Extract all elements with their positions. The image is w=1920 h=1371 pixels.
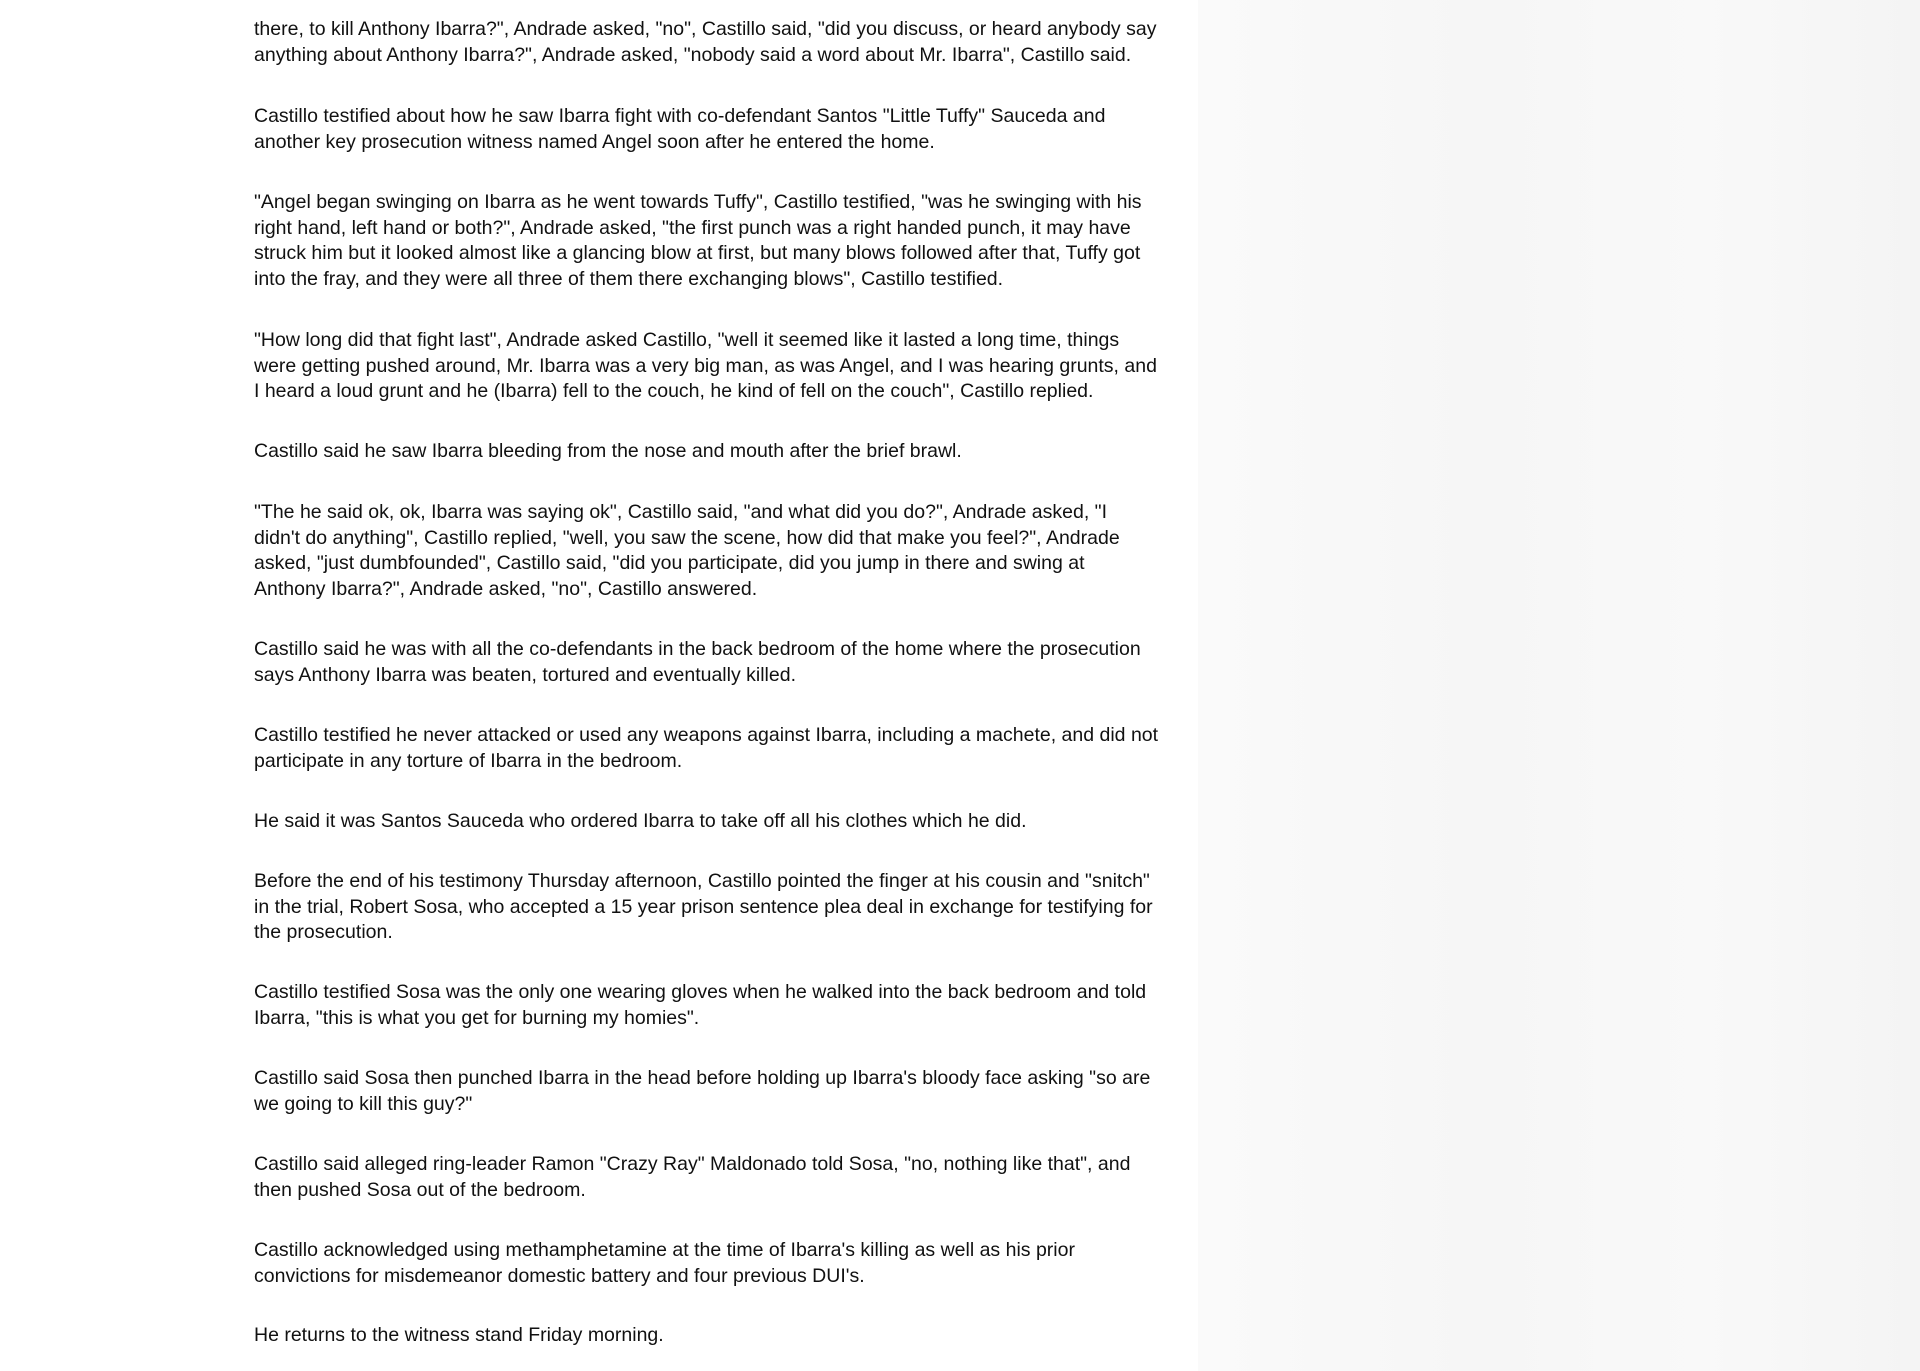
text-line: He said it was Santos Sauceda who ordered Ibarra to take off all his clothes which he did. — [254, 810, 1027, 832]
text-line: Ibarra, "this is what you get for burning my homies". — [254, 1006, 700, 1029]
paragraph-12 — [254, 1066, 1204, 1117]
text-line: asked, "just dumbfounded", Castillo said, "did you participate, did you jump in there and swing at — [254, 552, 1085, 574]
text-line: struck him but it looked almost like a glancing blow at first, but many blows followed after that, Tuffy got — [254, 242, 1141, 264]
text-line: didn't do anything", Castillo replied, "well, you saw the scene, how did that make you feel?", Andrade — [254, 526, 1120, 549]
text-line: Before the end of his testimony Thursday afternoon, Castillo pointed the finger at his cousin and "snitch" — [254, 870, 1150, 892]
text-line: "Angel began swinging on Ibarra as he went towards Tuffy", Castillo testified, "was he swinging with his — [254, 191, 1142, 213]
paragraph-9 — [254, 809, 1204, 835]
text-line: participate in any torture of Ibarra in the bedroom. — [254, 749, 683, 772]
text-line: there, to kill Anthony Ibarra?", Andrade asked, "no", Castillo said, "did you discuss, or heard anybody say — [254, 18, 1157, 40]
text-line: convictions for misdemeanor domestic battery and four previous DUI's. — [254, 1264, 865, 1287]
text-line: then pushed Sosa out of the bedroom. — [254, 1178, 586, 1201]
text-line: the prosecution. — [254, 921, 393, 943]
paragraph-7 — [254, 637, 1204, 688]
text-line: I heard a loud grunt and he (Ibarra) fell to the couch, he kind of fell on the couch", Castillo replied. — [254, 380, 1094, 402]
text-line: "The he said ok, ok, Ibarra was saying ok", Castillo said, "and what did you do?", Andrade asked, "I — [254, 501, 1108, 523]
text-line: Castillo said Sosa then punched Ibarra in the head before holding up Ibarra's bloody face asking "so are — [254, 1067, 1151, 1089]
paragraph-1 — [254, 17, 1204, 68]
text-line: Castillo said he was with all the co-defendants in the back bedroom of the home where the prosecution — [254, 638, 1141, 660]
text-line: Anthony Ibarra?", Andrade asked, "no", Castillo answered. — [254, 577, 758, 600]
text-line: were getting pushed around, Mr. Ibarra was a very big man, as was Angel, and I was hearing grunts, and — [254, 354, 1157, 377]
text-line: says Anthony Ibarra was beaten, tortured and eventually killed. — [254, 663, 796, 686]
text-line: in the trial, Robert Sosa, who accepted a 15 year prison sentence plea deal in exchange for testifying for — [254, 895, 1153, 918]
paragraph-13 — [254, 1152, 1204, 1203]
text-line: into the fray, and they were all three of them there exchanging blows", Castillo testified. — [254, 267, 1004, 290]
paragraph-4 — [254, 328, 1204, 405]
text-line: another key prosecution witness named Angel soon after he entered the home. — [254, 130, 935, 153]
text-line: Castillo testified he never attacked or used any weapons against Ibarra, including a machete, and did not — [254, 724, 1159, 746]
text-line: right hand, left hand or both?", Andrade asked, "the first punch was a right handed punch, it may have — [254, 216, 1131, 239]
paragraph-15 — [254, 1323, 1204, 1349]
text-line: Castillo said alleged ring-leader Ramon "Crazy Ray" Maldonado told Sosa, "no, nothing like that", and — [254, 1153, 1131, 1175]
paragraph-6 — [254, 500, 1204, 602]
paragraph-5 — [254, 439, 1204, 465]
text-line: "How long did that fight last", Andrade asked Castillo, "well it seemed like it lasted a long time, things — [254, 329, 1120, 351]
scan-background-shade — [1198, 0, 1920, 1371]
paragraph-11 — [254, 980, 1204, 1031]
paragraph-2 — [254, 104, 1204, 155]
text-line: Castillo testified Sosa was the only one wearing gloves when he walked into the back bedroom and told — [254, 981, 1147, 1003]
paragraph-3 — [254, 190, 1204, 292]
paragraph-10 — [254, 869, 1204, 946]
text-line: we going to kill this guy?" — [254, 1092, 473, 1115]
text-line: Castillo acknowledged using methamphetamine at the time of Ibarra's killing as well as his prior — [254, 1239, 1075, 1261]
text-line: anything about Anthony Ibarra?", Andrade asked, "nobody said a word about Mr. Ibarra", Castillo said. — [254, 43, 1132, 66]
text-line: Castillo said he saw Ibarra bleeding from the nose and mouth after the brief brawl. — [254, 440, 962, 462]
paragraph-8 — [254, 723, 1204, 774]
text-line: Castillo testified about how he saw Ibarra fight with co-defendant Santos "Little Tuffy" Sauceda and — [254, 105, 1106, 127]
paragraph-14 — [254, 1238, 1204, 1289]
text-line: He returns to the witness stand Friday morning. — [254, 1324, 664, 1346]
